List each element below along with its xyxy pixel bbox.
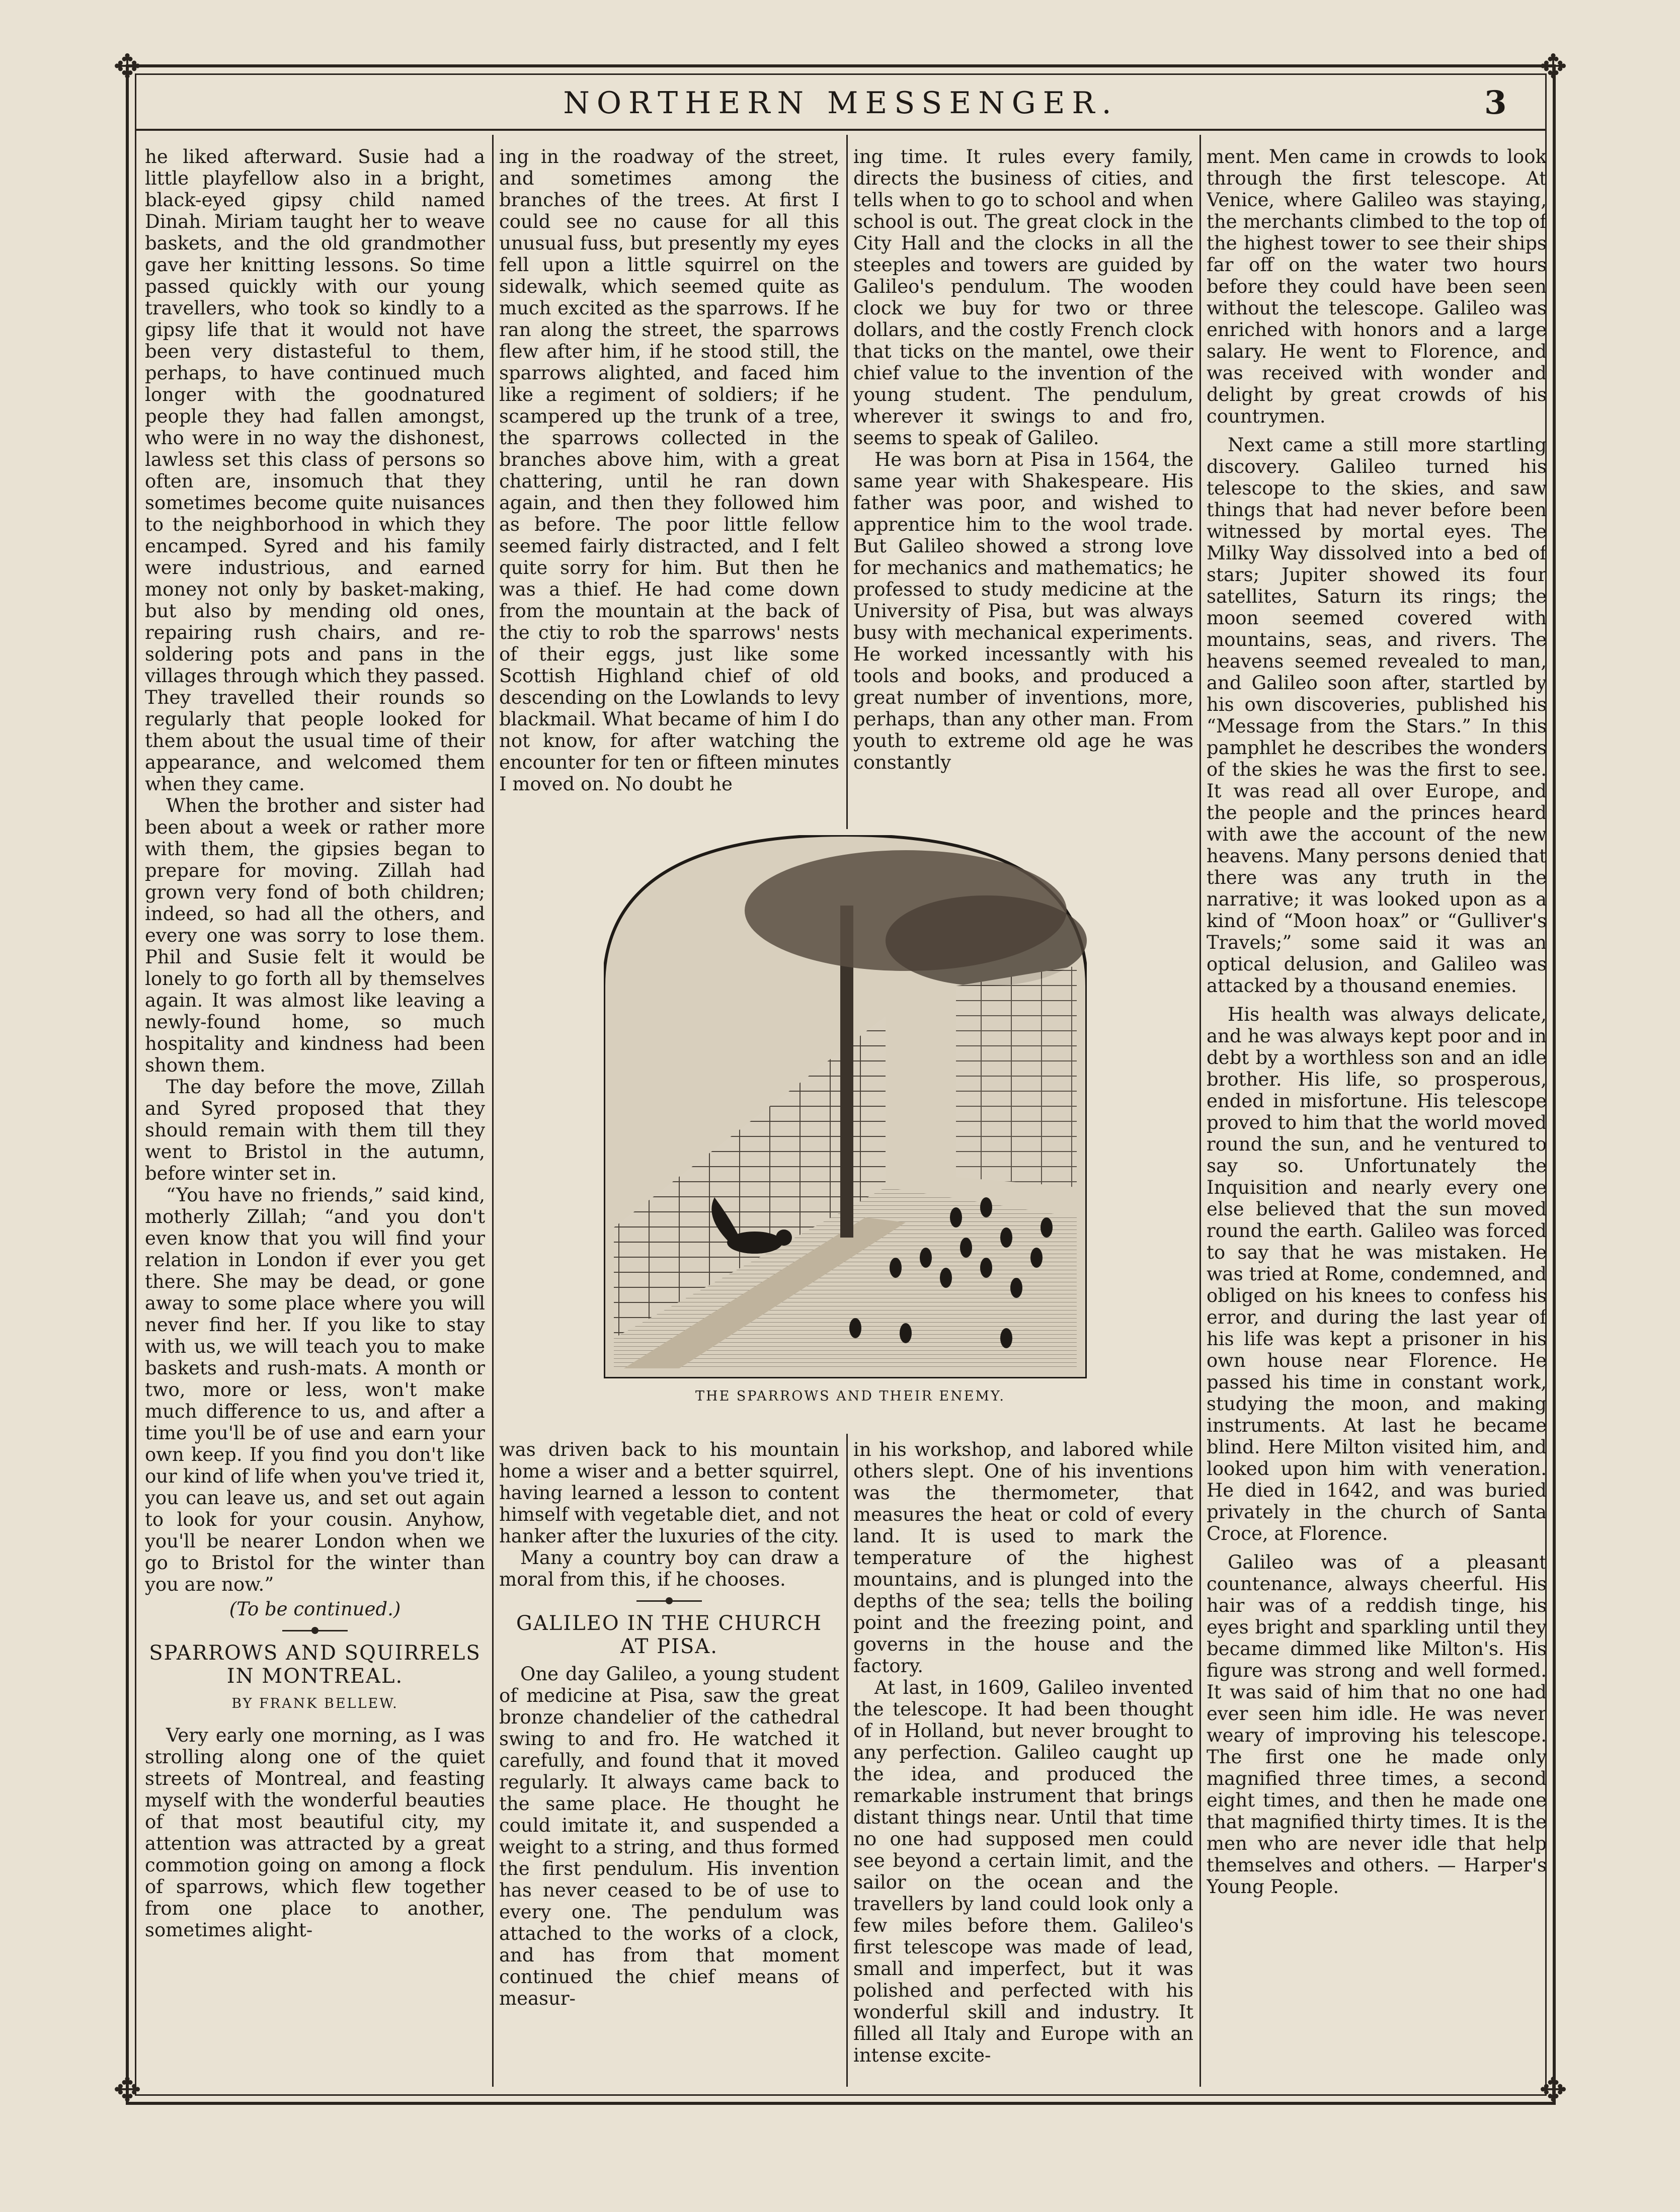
column-rule	[492, 135, 494, 2087]
paragraph: Many a country boy can draw a moral from this, if he chooses.	[499, 1547, 839, 1590]
paragraph: ment. Men came in crowds to look through the first telescope. At Venice, where Galileo was staying, the merchants climbed to the top of the highest tower to see their ships far off on the water two hours before they could have been seen without the telescope. Galileo was enriched with honors and a large salary. He went to Florence, and was received with wonder and delight by great crowds of his countrymen.	[1207, 146, 1547, 427]
column-2-bottom	[499, 1439, 839, 2088]
page-number: 3	[1484, 84, 1507, 122]
column-3-top	[853, 146, 1193, 830]
column-4	[1207, 146, 1547, 2088]
article-heading-galileo: GALILEO IN THE CHURCH AT PISA.	[516, 1612, 823, 1658]
illustration-caption: THE SPARROWS AND THEIR ENEMY.	[695, 1388, 1005, 1404]
corner-ornament-icon: ✥	[113, 47, 141, 86]
article-heading-sparrows: SPARROWS AND SQUIRRELS IN MONTREAL.	[149, 1642, 481, 1688]
paragraph: His health was always delicate, and he was always kept poor and in debt by a worthless son and an idle brother. His life, so prosperous, ended in misfortune. His telescope proved to him that the world moved round the sun, and he ventured to say so. Unfortunately the Inquisition and nearly every one else believed that the sun moved round the earth. Galileo was forced to say that he was mistaken. He was tried at Rome, condemned, and obliged on his knees to confess his error, and during the last year of his life was kept a prisoner in his own house near Florence. He passed his time in constant work, studying the moon, and making instruments. At last he became blind. Here Milton visited him, and looked upon him with veneration. He died in 1642, and was buried privately in the church of Santa Croce, at Florence.	[1207, 1004, 1547, 1544]
column-3-bottom	[853, 1439, 1193, 2088]
article-byline: BY FRANK BELLEW.	[231, 1696, 398, 1711]
section-divider	[636, 1600, 702, 1602]
section-divider	[282, 1630, 348, 1631]
column-rule	[846, 135, 848, 829]
to-be-continued: (To be continued.)	[229, 1598, 401, 1620]
paragraph: “You have no friends,” said kind, motherly Zillah; “and you don't even know that you will find your relation in London if ever you get there. She may be dead, or gone away to some place where you will never find her. If you like to stay with us, we will teach you to make baskets and rush-mats. A month or two, more or less, won't make much difference to us, and after a time you'll be of use and earn your own keep. If you find you don't like our kind of life when you've tried it, you can leave us, and set out again to look for your cousin. Anyhow, you'll be nearer London when we go to Bristol for the winter than you are now.”	[145, 1184, 485, 1595]
corner-ornament-icon: ✥	[1539, 47, 1567, 86]
corner-ornament-icon: ✥	[113, 2071, 141, 2109]
column-rule	[1199, 135, 1201, 2087]
engraving-sparrows-and-squirrel	[604, 835, 1087, 1378]
paragraph: ing in the roadway of the street, and sometimes among the branches of the trees. At first I could see no cause for all this unusual fuss, but presently my eyes fell upon a little squirrel on the sidewalk, which seemed quite as much excited as the sparrows. If he ran along the street, the sparrows flew after him, if he stood still, the sparrows alighted, and faced him like a regiment of soldiers; if he scampered up the trunk of a tree, the sparrows collected in the branches above him, with a great chattering, until he ran down again, and then they followed him as before. The poor little fellow seemed fairly distracted, and I felt quite sorry for him. But then he was a thief. He had come down from the mountain at the back of the ctiy to rob the sparrows' nests of their eggs, just like some Scottish Highland chief of old descending on the Lowlands to levy blackmail. What became of him I do not know, for after watching the encounter for ten or fifteen minutes I moved on. No doubt he	[499, 146, 839, 795]
column-rule	[846, 1434, 848, 2087]
paragraph: Very early one morning, as I was strolling along one of the quiet streets of Montreal, and feasting myself with the wonderful beauties of that most beautiful city, my attention was attracted by a great commotion going on among a flock of sparrows, which flew together from one place to another, sometimes alight-	[145, 1725, 485, 1941]
paragraph: He was born at Pisa in 1564, the same year with Shakespeare. His father was poor, and wished to apprentice him to the wool trade. But Galileo showed a strong love for mechanics and mathematics; he professed to study medicine at the University of Pisa, but was always busy with mechanical experiments. He worked incessantly with his tools and books, and produced a great number of inventions, more, perhaps, than any other man. From youth to extreme old age he was constantly	[853, 449, 1193, 773]
paragraph: The day before the move, Zillah and Syred proposed that they should remain with them till they went to Bristol in the autumn, before winter set in.	[145, 1076, 485, 1184]
masthead	[135, 75, 1547, 131]
column-2-top	[499, 146, 839, 830]
paragraph: was driven back to his mountain home a wiser and a better squirrel, having learned a lesson to content himself with vegetable diet, and not hanker after the luxuries of the city.	[499, 1439, 839, 1547]
paragraph: Next came a still more startling discovery. Galileo turned his telescope to the skies, and saw things that had never before been witnessed by mortal eyes. The Milky Way dissolved into a bed of stars; Jupiter showed its four satellites, Saturn its rings; the moon seemed covered with mountains, seas, and rivers. The heavens seemed revealed to man, and Galileo soon after, startled by his own discoveries, published his “Message from the Stars.” In this pamphlet he describes the wonders of the skies he was the first to see. It was read all over Europe, and the people and the princes heard with awe the account of the new heavens. Many persons denied that there was any truth in the narrative; it was looked upon as a kind of “Moon hoax” or “Gulliver's Travels;” some said it was an optical delusion, and Galileo was attacked by a thousand enemies.	[1207, 434, 1547, 997]
paragraph: One day Galileo, a young student of medicine at Pisa, saw the great bronze chandelier of the cathedral swing to and fro. He watched it carefully, and found that it moved regularly. It always came back to the same place. He thought he could imitate it, and suspended a weight to a string, and thus formed the first pendulum. His invention has never ceased to be of use to every one. The pendulum was attached to the works of a clock, and has from that moment continued the chief means of measur-	[499, 1663, 839, 2009]
paragraph: ing time. It rules every family, directs the business of cities, and tells when to go to school and when school is out. The great clock in the City Hall and the clocks in all the steeples and towers are guided by Galileo's pendulum. The wooden clock we buy for two or three dollars, and the costly French clock that ticks on the mantel, owe their chief value to the invention of the young student. The pendulum, wherever it swings to and fro, seems to speak of Galileo.	[853, 146, 1193, 449]
paragraph: in his workshop, and labored while others slept. One of his inventions was the thermometer, that measures the heat or cold of every land. It is used to mark the temperature of the highest mountains, and is plunged into the depths of the sea; tells the boiling point and the freezing point, and governs in the house and the factory.	[853, 1439, 1193, 1677]
paragraph: When the brother and sister had been about a week or rather more with them, the gipsies began to prepare for moving. Zillah had grown very fond of both children; indeed, so had all the others, and every one was sorry to lose them. Phil and Susie felt it would be lonely to go forth all by themselves again. It was almost like leaving a newly-found home, so much hospitality and kindness had been shown them.	[145, 795, 485, 1076]
paragraph: At last, in 1609, Galileo invented the telescope. It had been thought of in Holland, but never brought to any perfection. Galileo caught up the idea, and produced the remarkable instrument that brings distant things near. Until that time no one had supposed men could see beyond a certain limit, and the sailor on the ocean and the travellers by land could look only a few miles before them. Galileo's first telescope was made of lead, small and imperfect, but it was polished and perfected with his wonderful skill and industry. It filled all Italy and Europe with an intense excite-	[853, 1677, 1193, 2066]
paragraph: he liked afterward. Susie had a little playfellow also in a bright, black-eyed gipsy child named Dinah. Miriam taught her to weave baskets, and the old grandmother gave her knitting lessons. So time passed quickly with our young travellers, who took so kindly to a gipsy life that it would not have been very distasteful to them, perhaps, to have continued much longer with the goodnatured people they had fallen amongst, who were in no way the dishonest, lawless set this class of persons so often are, insomuch that they sometimes become quite nuisances to the neighborhood in which they encamped. Syred and his family were industrious, and earned money not only by basket-making, but also by mending old ones, repairing rush chairs, and re-soldering pots and pans in the villages through which they passed. They travelled their rounds so regularly that people looked for them about the usual time of their appearance, and welcomed them when they came.	[145, 146, 485, 795]
column-1	[145, 146, 485, 2088]
corner-ornament-icon: ✥	[1539, 2071, 1567, 2109]
newspaper-title: NORTHERN MESSENGER.	[563, 86, 1118, 121]
paragraph: Galileo was of a pleasant countenance, always cheerful. His hair was of a reddish tinge, his eyes bright and sparkling until they became dimmed like Milton's. His figure was strong and well formed. It was said of him that no one had ever seen him idle. He was never weary of improving his telescope. The first one he made only magnified three times, a second eight times, and then he made one that magnified thirty times. It is the men who are never idle that help themselves and others. — Harper's Young People.	[1207, 1551, 1547, 1898]
